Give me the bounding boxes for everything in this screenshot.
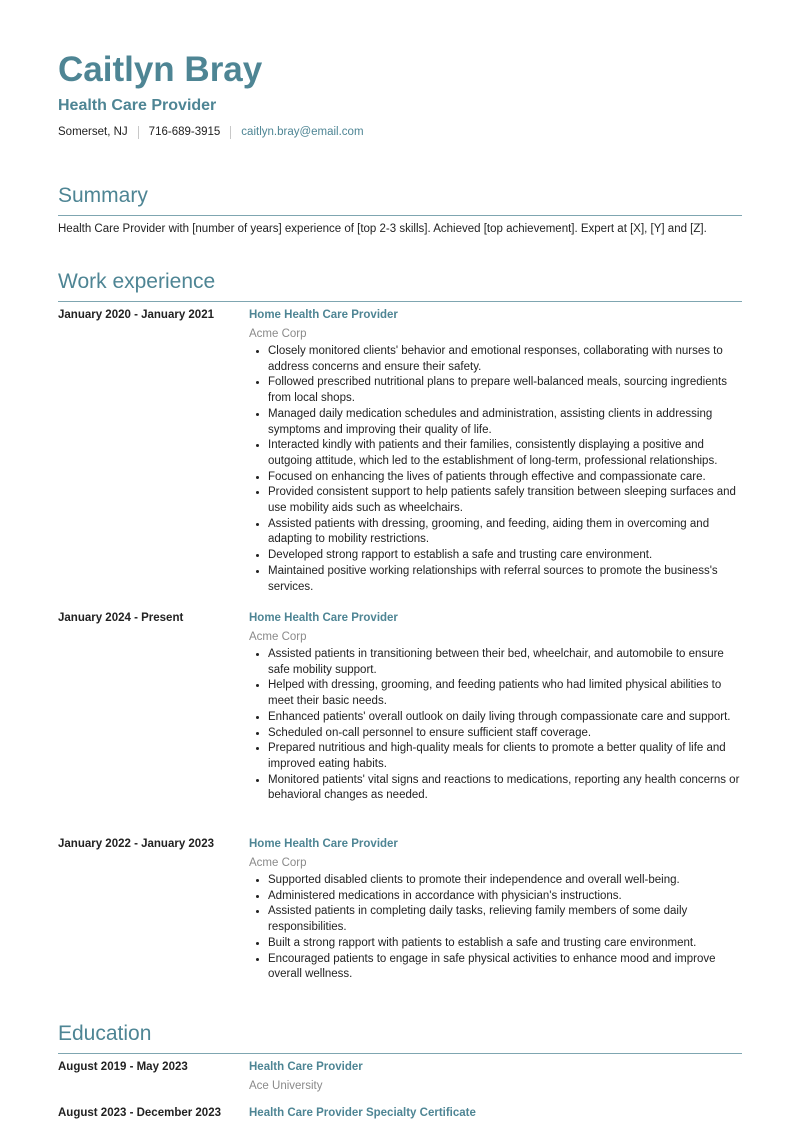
education-body xyxy=(249,1106,745,1121)
job-bullet: • Managed daily medication schedules and administration, assisting clients in addressing symptoms and improving their quality of life. xyxy=(268,407,745,438)
summary-heading: Summary xyxy=(58,183,742,216)
contact-divider xyxy=(230,126,231,139)
summary-text: Health Care Provider with [number of years] experience of [top 2-3 skills]. Achieved [top achievement]. Expert at [X], [Y] and [Z]. xyxy=(58,223,707,235)
job-bullet: • Helped with dressing, grooming, and feeding patients who had limited physical abilities to meet their basic needs. xyxy=(268,678,745,709)
job-bullet: • Assisted patients with dressing, grooming, and feeding, aiding them in overcoming and adapting to mobility restrictions. xyxy=(268,517,745,548)
contact-info xyxy=(58,125,364,139)
job-bullet: • Closely monitored clients' behavior and emotional responses, collaborating with nurses to address concerns and ensure their safety. xyxy=(268,344,745,375)
email-link[interactable]: caitlyn.bray@email.com xyxy=(241,126,364,138)
job-company: Acme Corp xyxy=(249,857,307,869)
location: Somerset, NJ xyxy=(58,126,128,138)
job-bullets xyxy=(249,873,745,983)
job-bullet: • Developed strong rapport to establish a safe and trusting care environment. xyxy=(268,548,745,564)
job-bullet: • Prepared nutritious and high-quality meals for clients to promote a better quality of life and improved eating habits. xyxy=(268,741,745,772)
education-title: Health Care Provider xyxy=(249,1061,363,1073)
job-body xyxy=(249,611,745,804)
education-title: Health Care Provider Specialty Certificate xyxy=(249,1107,476,1119)
job-bullet: • Supported disabled clients to promote their independence and overall well-being. xyxy=(268,873,745,889)
job-bullet: • Built a strong rapport with patients to establish a safe and trusting care environment. xyxy=(268,936,745,952)
candidate-name: Caitlyn Bray xyxy=(58,50,263,89)
education-school: Ace University xyxy=(249,1080,323,1092)
job-bullet: • Scheduled on-call personnel to ensure sufficient staff coverage. xyxy=(268,726,745,742)
job-bullet: • Administered medications in accordance with physician's instructions. xyxy=(268,889,745,905)
education-body xyxy=(249,1060,745,1096)
job-title: Home Health Care Provider xyxy=(249,612,398,624)
job-bullets xyxy=(249,344,745,595)
job-bullet: • Encouraged patients to engage in safe physical activities to enhance mood and improve overall wellness. xyxy=(268,952,745,983)
job-company: Acme Corp xyxy=(249,631,307,643)
job-bullet: • Followed prescribed nutritional plans to prepare well-balanced meals, sourcing ingredients from local shops. xyxy=(268,375,745,406)
job-body xyxy=(249,837,745,983)
contact-divider xyxy=(138,126,139,139)
education-date: August 2019 - May 2023 xyxy=(58,1061,188,1073)
job-date: January 2024 - Present xyxy=(58,612,184,624)
education-date: August 2023 - December 2023 xyxy=(58,1107,221,1119)
job-bullet: • Maintained positive working relationships with referral sources to promote the business's services. xyxy=(268,564,745,595)
job-date: January 2020 - January 2021 xyxy=(58,309,214,321)
education-heading: Education xyxy=(58,1021,742,1054)
job-bullet: • Enhanced patients' overall outlook on daily living through compassionate care and support. xyxy=(268,710,745,726)
job-date: January 2022 - January 2023 xyxy=(58,838,214,850)
job-bullet: • Assisted patients in completing daily tasks, relieving family members of some daily responsibilities. xyxy=(268,904,745,935)
job-bullet: • Monitored patients' vital signs and reactions to medications, reporting any health concerns or behavioral changes as needed. xyxy=(268,773,745,804)
job-company: Acme Corp xyxy=(249,328,307,340)
job-bullets xyxy=(249,647,745,804)
job-body xyxy=(249,308,745,595)
job-bullet: • Interacted kindly with patients and their families, consistently displaying a positive and outgoing attitude, which led to the establishment of long-term, professional relationships. xyxy=(268,438,745,469)
job-title: Home Health Care Provider xyxy=(249,838,398,850)
candidate-role: Health Care Provider xyxy=(58,97,217,114)
job-bullet: • Provided consistent support to help patients safely transition between sleeping surfaces and use mobility aids such as wheelchairs. xyxy=(268,485,745,516)
phone: 716-689-3915 xyxy=(148,126,221,138)
job-bullet: • Focused on enhancing the lives of patients through effective and compassionate care. xyxy=(268,470,745,486)
job-title: Home Health Care Provider xyxy=(249,309,398,321)
job-bullet: • Assisted patients in transitioning between their bed, wheelchair, and automobile to ensure safe mobility support. xyxy=(268,647,745,678)
work-experience-heading: Work experience xyxy=(58,269,742,302)
